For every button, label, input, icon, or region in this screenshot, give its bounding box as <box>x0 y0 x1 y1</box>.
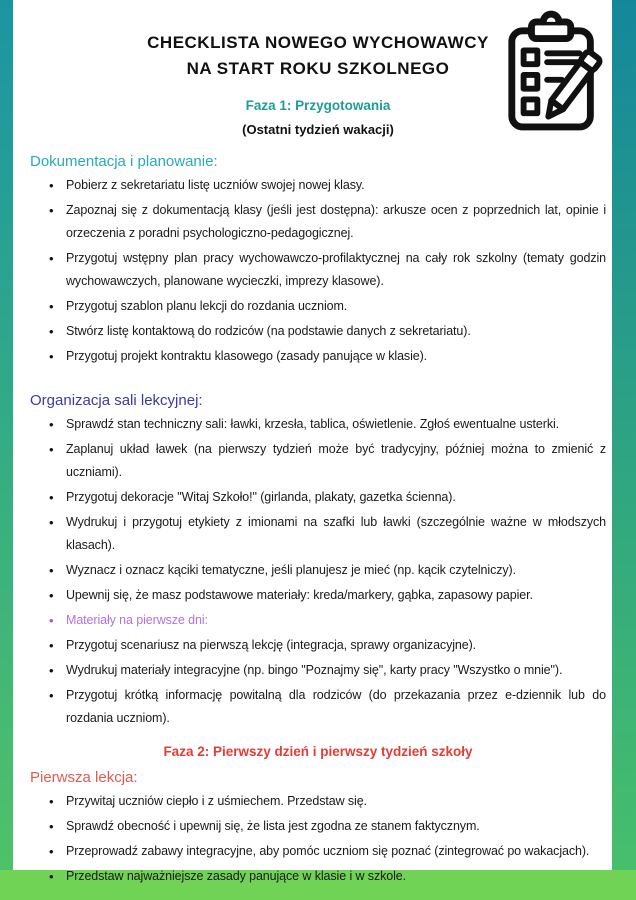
list-item: • Przygotuj krótką informację powitalną dla rodziców (do przekazania przez e-dziennik lub do rozdania uczniom). <box>66 684 606 730</box>
section-heading-documentation: Dokumentacja i planowanie: <box>30 153 218 170</box>
list-item: • Przywitaj uczniów ciepło i z uśmiechem. Przedstaw się. <box>66 790 606 813</box>
phase1-subheading: (Ostatni tydzień wakacji) <box>242 122 394 137</box>
section-heading-first-lesson: Pierwsza lekcja: <box>30 769 138 786</box>
phase1-heading: Faza 1: Przygotowania <box>245 98 391 113</box>
phase2-heading: Faza 2: Pierwszy dzień i pierwszy tydzień szkoły <box>163 744 473 759</box>
list-item: • Stwórz listę kontaktową do rodziców (na podstawie danych z sekretariatu). <box>66 320 606 343</box>
first-lesson-list <box>30 790 606 888</box>
list-item: • Przygotuj projekt kontraktu klasowego (zasady panujące w klasie). <box>66 345 606 368</box>
page-title-line1: CHECKLISTA NOWEGO WYCHOWAWCY <box>147 33 489 52</box>
right-gradient-border <box>612 0 636 870</box>
page-title <box>30 30 606 82</box>
list-item: • Wyznacz i oznacz kąciki tematyczne, jeśli planujesz je mieć (np. kącik czytelniczy). <box>66 559 606 582</box>
left-gradient-border <box>0 0 13 870</box>
list-item: • Przygotuj wstępny plan pracy wychowawczo-profilaktycznej na cały rok szkolny (tematy godzin wychowawczych, planowane wycieczki, imprezy klasowe). <box>66 247 606 293</box>
section-heading-classroom: Organizacja sali lekcyjnej: <box>30 392 203 409</box>
list-item: • Przygotuj dekoracje "Witaj Szkoło!" (girlanda, plakaty, gazetka ścienna). <box>66 486 606 509</box>
list-item: • Pobierz z sekretariatu listę uczniów swojej nowej klasy. <box>66 174 606 197</box>
classroom-list <box>30 413 606 730</box>
page-title-line2: NA START ROKU SZKOLNEGO <box>186 59 450 78</box>
list-item: • Przeprowadź zabawy integracyjne, aby pomóc uczniom się poznać (zintegrować po wakacjach). <box>66 840 606 863</box>
list-item: • Zapoznaj się z dokumentacją klasy (jeśli jest dostępna): arkusze ocen z poprzednich lat, opinie i orzeczenia z poradni psychologiczno-pedagogicznej. <box>66 199 606 245</box>
list-item: • Zaplanuj układ ławek (na pierwszy tydzień może być tradycyjny, później można to zmienić z uczniami). <box>66 438 606 484</box>
documentation-list <box>30 174 606 368</box>
list-item: • Sprawdź obecność i upewnij się, że lista jest zgodna ze stanem faktycznym. <box>66 815 606 838</box>
list-item-materials-subheading: • Materiały na pierwsze dni: <box>66 609 606 632</box>
list-item: • Sprawdź stan techniczny sali: ławki, krzesła, tablica, oświetlenie. Zgłoś ewentualne usterki. <box>66 413 606 436</box>
list-item: • Przygotuj szablon planu lekcji do rozdania uczniom. <box>66 295 606 318</box>
list-item: • Wydrukuj materiały integracyjne (np. bingo "Poznajmy się", karty pracy "Wszystko o mnie"). <box>66 659 606 682</box>
list-item: • Przedstaw najważniejsze zasady panujące w klasie i w szkole. <box>66 865 606 888</box>
list-item: • Upewnij się, że masz podstawowe materiały: kreda/markery, gąbka, zapasowy papier. <box>66 584 606 607</box>
document-content <box>30 0 606 890</box>
list-item: • Wydrukuj i przygotuj etykiety z imionami na szafki lub ławki (szczególnie ważne w młodszych klasach). <box>66 511 606 557</box>
list-item: • Przygotuj scenariusz na pierwszą lekcję (integracja, sprawy organizacyjne). <box>66 634 606 657</box>
